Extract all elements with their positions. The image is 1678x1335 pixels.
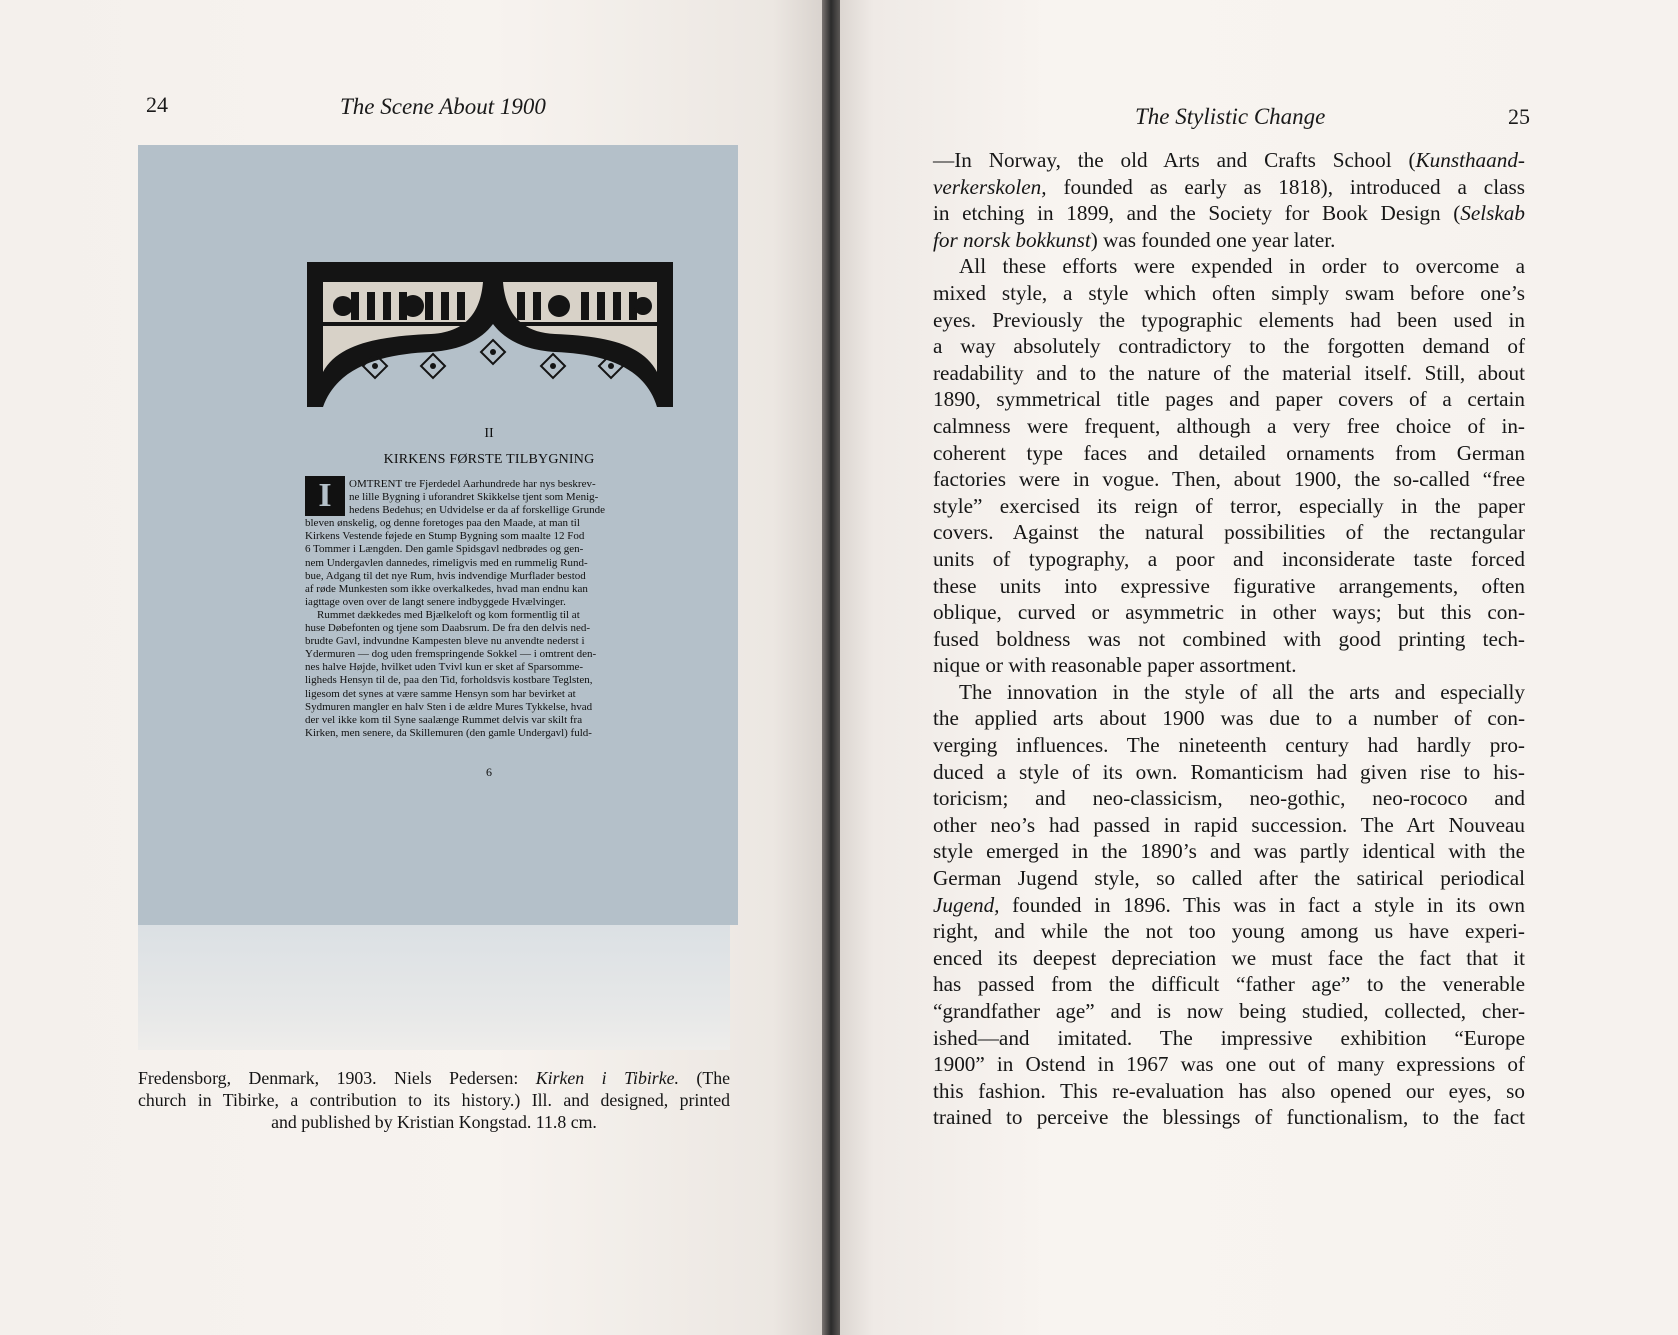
body-line xyxy=(933,599,1525,626)
reproduction-line: Kirkens Vestende føjede en Stump Bygning som maalte 12 Fod xyxy=(305,530,585,543)
body-text-run: All these efforts were expended in order to overcome a xyxy=(959,254,1525,279)
body-text-run: founded as early as 1818), introduced a class xyxy=(1046,174,1525,199)
reproduction-line: der vel ikke kom til Syne saalænge Rummet delvis var skilt fra xyxy=(305,713,583,726)
body-text-run: units of typography, a poor and inconsiderate taste forced xyxy=(933,546,1525,571)
body-line xyxy=(933,466,1525,493)
left-page xyxy=(0,0,822,1335)
caption-text: Fredensborg, Denmark, 1903. Niels Pedersen: xyxy=(138,1068,536,1088)
body-line xyxy=(933,174,1525,201)
body-text-run: factories were in vogue. Then, about 1900, the so-called “free xyxy=(933,467,1525,492)
reproduction-line: 6 Tommer i Længden. Den gamle Spidsgavl nedbrødes og gen- xyxy=(305,543,584,556)
body-line xyxy=(933,573,1525,600)
body-italic-text: Jugend, xyxy=(933,892,1000,917)
reproduction-line: hedens Bedehus; en Udvidelse er da af forskellige Grunde xyxy=(349,504,605,517)
reproduction-line: bue, Adgang til det nye Rum, hvis indvendige Murflader bestod xyxy=(305,569,586,582)
reproduction-line: Sydmuren mangler en halv Sten i de ældre Mures Tykkelse, hvad xyxy=(305,700,593,713)
body-line xyxy=(933,546,1525,573)
caption-line: church in Tibirke, a contribution to its history.) Ill. and designed, printed xyxy=(138,1090,730,1110)
reproduction-chapter-title: KIRKENS FØRSTE TILBYGNING xyxy=(383,452,595,467)
illustration-plate-lower xyxy=(138,925,730,1050)
body-text-run: 1900” in Ostend in 1967 was one out of many expressions of xyxy=(933,1052,1525,1077)
body-text-run: style” exercised its reign of terror, especially in the paper xyxy=(933,493,1525,518)
body-text-run: verging influences. The nineteenth century had hardly pro- xyxy=(933,733,1525,758)
reproduction-chapter-number: II xyxy=(484,426,494,441)
body-line xyxy=(933,785,1525,812)
body-line xyxy=(933,333,1525,360)
body-line xyxy=(933,440,1525,467)
body-text-run: other neo’s had passed in rapid succession. The Art Nouveau xyxy=(933,812,1525,837)
reproduction-line: nem Undergavlen dannedes, rimeligvis med en rummelig Rund- xyxy=(305,556,588,569)
right-running-head: The Stylistic Change xyxy=(1135,104,1326,129)
body-text-run: 1890, symmetrical title pages and paper covers of a certain xyxy=(933,387,1525,412)
body-line xyxy=(933,626,1525,653)
body-line xyxy=(933,253,1525,280)
body-text-run: the applied arts about 1900 was due to a number of con- xyxy=(933,706,1525,731)
body-text xyxy=(933,147,1525,1131)
body-text-run: covers. Against the natural possibilities of the rectangular xyxy=(933,520,1525,545)
body-line xyxy=(933,1051,1525,1078)
figure-caption xyxy=(138,1067,730,1133)
body-line xyxy=(933,280,1525,307)
body-line xyxy=(933,1025,1525,1052)
body-line xyxy=(933,759,1525,786)
body-text-run: mixed style, a style which often simply swam before one’s xyxy=(933,280,1525,305)
body-line xyxy=(933,652,1525,679)
caption-text: (The xyxy=(678,1068,730,1088)
body-text-run: —In Norway, the old Arts and Crafts School ( xyxy=(933,148,1416,172)
reproduction-line: OMTRENT tre Fjerdedel Aarhundrede har nys beskrev- xyxy=(349,478,596,490)
left-running-head: The Scene About 1900 xyxy=(340,94,546,119)
body-text-run: this fashion. This re-evaluation has also opened our eyes, so xyxy=(933,1078,1525,1103)
body-line xyxy=(933,519,1525,546)
body-text-run: founded in 1896. This was in fact a style in its own xyxy=(999,892,1525,917)
body-text-run: “grandfather age” and is now being studied, collected, cher- xyxy=(933,999,1525,1023)
body-text-run: oblique, curved or asymmetric in other ways; but this con- xyxy=(933,600,1525,625)
body-text-run: a way absolutely contradictory to the forgotten demand of xyxy=(933,334,1525,359)
body-text-run: fused boldness was not combined with good printing tech- xyxy=(933,626,1525,651)
left-page-number: 24 xyxy=(146,92,168,117)
book-spine xyxy=(822,0,840,1335)
body-text-run: in etching in 1899, and the Society for Book Design ( xyxy=(933,201,1461,226)
body-text-run: calmness were frequent, although a very free choice of in- xyxy=(933,413,1525,438)
body-line xyxy=(933,945,1525,972)
body-line xyxy=(933,200,1525,227)
body-text-run: German Jugend style, so called after the satirical periodical xyxy=(933,866,1525,891)
body-italic-text: for norsk bokkunst xyxy=(933,227,1091,252)
body-line xyxy=(933,705,1525,732)
caption-line: and published by Kristian Kongstad. 11.8 cm. xyxy=(271,1112,597,1132)
reproduction-line: nes halve Højde, hvilket uden Tvivl kun er sket af Sparsomme- xyxy=(305,661,584,674)
caption-line xyxy=(138,1067,730,1089)
body-text-run: duced a style of its own. Romanticism had given rise to his- xyxy=(933,759,1525,784)
body-line xyxy=(933,732,1525,759)
body-text-run: The innovation in the style of all the arts and especially xyxy=(959,679,1525,704)
body-line xyxy=(933,998,1525,1025)
reproduction-line: ligesom det synes at være samme Hensyn som har bevirket at xyxy=(305,687,576,700)
body-text-run: toricism; and neo-classicism, neo-gothic, neo-rococo and xyxy=(933,786,1525,811)
body-line xyxy=(933,307,1525,334)
body-line xyxy=(933,892,1525,919)
body-text-run: trained to perceive the blessings of functionalism, to the fact xyxy=(933,1105,1525,1130)
body-text-run: nique or with reasonable paper assortment. xyxy=(933,653,1297,678)
body-text-run: has passed from the difficult “father age” to the venerable xyxy=(933,972,1525,997)
reproduction-page-number: 6 xyxy=(486,765,492,779)
body-line xyxy=(933,360,1525,387)
body-line xyxy=(933,918,1525,945)
body-text-run: enced its deepest depreciation we must face the fact that it xyxy=(933,945,1525,970)
body-text-run: ished—and imitated. The impressive exhibition “Europe xyxy=(933,1025,1525,1050)
body-italic-text: Kunsthaand- xyxy=(1415,148,1525,172)
body-line xyxy=(933,227,1525,254)
caption-title-italic: Kirken i Tibirke. xyxy=(535,1068,679,1088)
body-text-run: coherent type faces and detailed ornaments from German xyxy=(933,440,1525,465)
body-line xyxy=(933,679,1525,706)
body-line xyxy=(933,413,1525,440)
body-text-run: right, and while the not too young among us have experi- xyxy=(933,919,1525,944)
reproduction-line: Rummet dækkedes med Bjælkeloft og kom formentlig til at xyxy=(317,608,580,621)
right-page xyxy=(840,0,1678,1335)
body-text-run: eyes. Previously the typographic elements had been used in xyxy=(933,307,1525,332)
reproduction-text-block xyxy=(305,478,671,740)
body-text-run: ) was founded one year later. xyxy=(1090,227,1336,252)
body-line xyxy=(933,493,1525,520)
body-line xyxy=(933,1104,1525,1131)
body-line xyxy=(933,386,1525,413)
reproduction-line: ligheds Hensyn til de, paa den Tid, forholdsvis kostbare Teglsten, xyxy=(305,674,593,687)
body-line xyxy=(933,838,1525,865)
body-line xyxy=(933,971,1525,998)
reproduction-drop-initial: I xyxy=(305,476,345,516)
reproduction-line: bleven ønskelig, og denne foretoges paa den Maade, at man til xyxy=(305,517,580,530)
reproduction-line: huse Døbefonten og tjene som Daabsrum. De fra den delvis ned- xyxy=(305,622,591,635)
reproduction-line: ne lille Bygning i uforandret Skikkelse tjent som Menig- xyxy=(349,491,599,504)
body-line xyxy=(933,147,1525,174)
body-line xyxy=(933,1078,1525,1105)
body-text-run: readability and to the nature of the material itself. Still, about xyxy=(933,360,1525,385)
body-text-run: these units into expressive figurative arrangements, often xyxy=(933,573,1525,598)
reproduction-line: brudte Gavl, indvundne Kampesten bleve nu anvendte nederst i xyxy=(305,635,585,648)
reproduction-line: iagttage oven over de langt senere indbyggede Hvælvinger. xyxy=(305,595,566,608)
body-line xyxy=(933,865,1525,892)
body-italic-text: verkerskolen, xyxy=(933,174,1047,199)
body-italic-text: Selskab xyxy=(1460,201,1525,226)
right-page-number: 25 xyxy=(1508,104,1530,129)
body-text-run: style emerged in the 1890’s and was partly identical with the xyxy=(933,839,1525,864)
body-line xyxy=(933,812,1525,839)
reproduction-line: af røde Munkesten som ikke overkalkedes, hvad man endnu kan xyxy=(305,582,588,595)
reproduction-line: Kirken, men senere, da Skillemuren (den gamle Undergavl) fuld- xyxy=(305,726,592,739)
gothic-ornament-illustration xyxy=(305,262,675,407)
reproduction-line: Ydermuren — dog uden fremspringende Sokkel — i omtrent den- xyxy=(305,648,597,661)
